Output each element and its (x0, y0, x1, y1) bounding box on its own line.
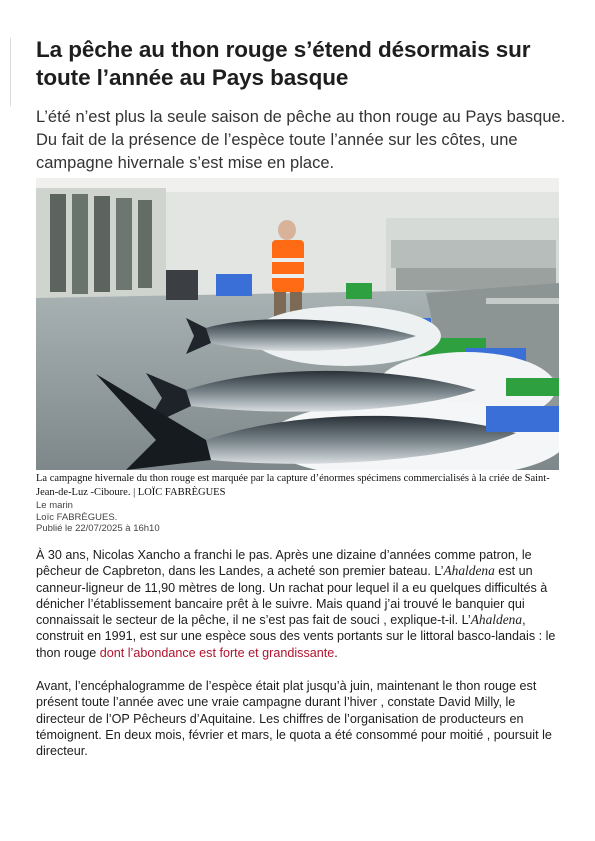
article-headline: La pêche au thon rouge s’étend désormais sur toute l’année au Pays basque (36, 37, 531, 90)
body-paragraph-2: Avant, l’encéphalogramme de l’espèce était plat jusqu’à juin, maintenant le thon rouge est présent toute l’année avec une vraie campagne durant l’hiver , constate David Milly, le directeur de l’OP Pêcheurs d’Aquitaine. Les chiffres de l’organisation de producteurs en témoignent. En deux mois, février et mars, le quota a été consommé pour moitié , poursuit le directeur. (36, 679, 552, 759)
article-source: Le marin (36, 500, 73, 511)
abundance-link[interactable]: dont l’abondance est forte et grandissante (99, 645, 335, 660)
left-rule (10, 38, 11, 106)
body-paragraph-1 (36, 547, 563, 661)
article-meta (36, 500, 336, 535)
paragraph-text: . (334, 645, 338, 660)
paragraph-text: À 30 ans, Nicolas Xancho a franchi le pas. Après une dizaine d’années comme patron, le pêcheur de Capbreton, dans les Landes, a acheté son premier bateau. L’ (36, 548, 532, 579)
paragraph-text: , construit en 1991, est sur une espèce sous des vents portants sur le littoral basco-landais : le thon rouge (36, 613, 556, 660)
article-author: Loïc FABRÈGUES. (36, 511, 118, 523)
boat-name: Ahaldena (443, 563, 495, 579)
article-standfirst: L’été n’est plus la seule saison de pêche au thon rouge au Pays basque. Du fait de la présence de l’espèce toute l’année sur les côtes, une campagne hivernale s’est mise en place. (36, 108, 566, 172)
article-published-date: Publié le 22/07/2025 à 16h10 (36, 523, 160, 534)
boat-name: Ahaldena (470, 612, 523, 628)
article-body (36, 547, 563, 760)
article-photo (36, 178, 559, 470)
paragraph-text: est un canneur-ligneur de 11,90 mètres de long. Un rachat pour lequel il a eu quelques difficultés à dénicher l’établissement bancaire prêt à le suivre. Mais quand j’ai trouvé le banquier qui connaissait le secteur de la pêche, il ne s’est pas fait de souci , explique-t-il. L’ (36, 564, 548, 628)
photo-caption: La campagne hivernale du thon rouge est marquée par la capture d’énormes spécimens commercialisés à la criée de Saint-Jean-de-Luz -Ciboure. | LOÏC FABRÈGUES (36, 473, 550, 498)
